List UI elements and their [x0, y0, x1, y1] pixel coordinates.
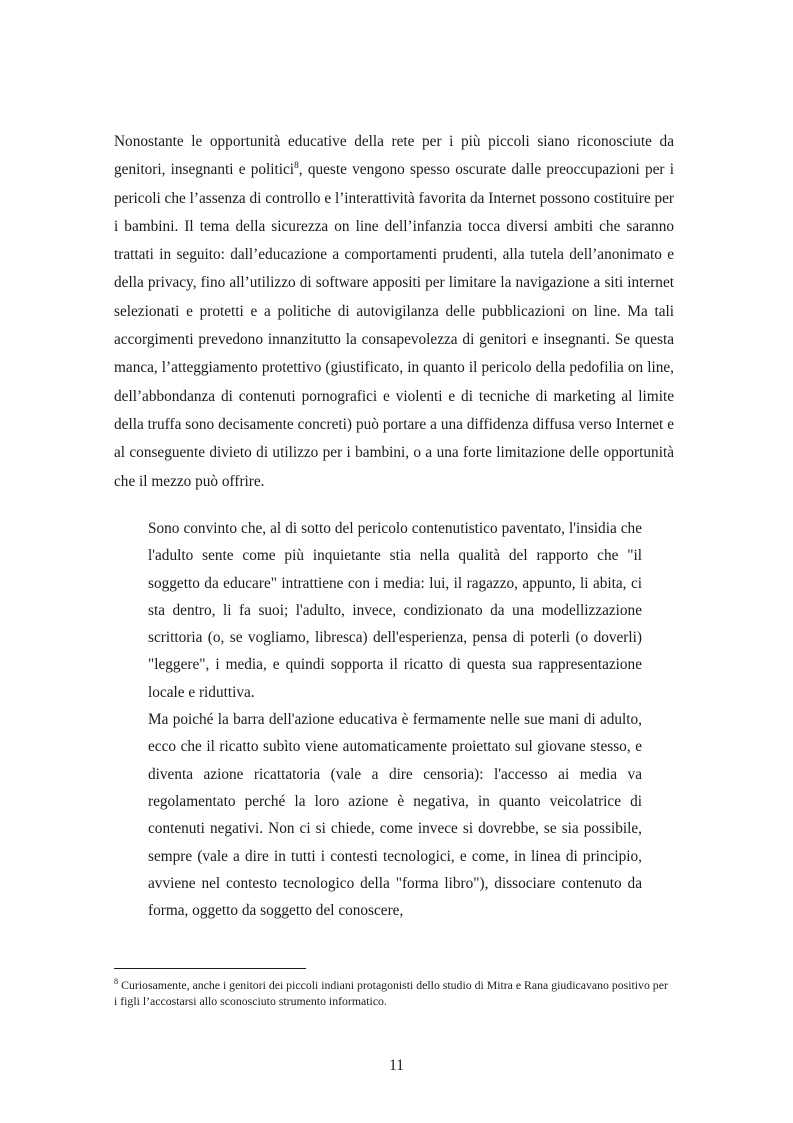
body-text-start: Nonostante le opportunità educative della rete per i più piccoli siano riconosciute da genitori, insegnanti e politici [114, 133, 674, 179]
quote-paragraph-2: Ma poiché la barra dell'azione educativa è fermamente nelle sue mani di adulto, ecco che il ricatto subìto viene automaticamente proiettato sul giovane stesso, e diventa azione ricattatoria (vale a dire censoria): l'accesso ai media va regolamentato perché la loro azione è negativa, in quanto veicolatrice di contenuti negativi. Non ci si chiede, come invece si dovrebbe, se sia possibile, sempre (vale a dire in tutti i contesti tecnologici, e come, in linea di principio, avviene nel contesto tecnologico della "forma libro"), dissociare contenuto da forma, oggetto da soggetto del conoscere, [148, 711, 642, 920]
footnote-text: Curiosamente, anche i genitori dei piccoli indiani protagonisti dello studio di Mitra e Rana giudicavano positivo per i figli l’accostarsi allo sconosciuto strumento informatico. [114, 978, 668, 1008]
footnote [114, 978, 674, 1009]
body-paragraph [114, 128, 674, 496]
page-number: 11 [389, 1057, 404, 1074]
block-quote [148, 515, 642, 924]
body-text-end: , queste vengono spesso oscurate dalle preoccupazioni per i pericoli che l’assenza di controllo e l’interattività favorita da Internet possono costituire per i bambini. Il tema della sicurezza on line dell’infanzia tocca diversi ambiti che saranno trattati in seguito: dall’educazione a comportamenti prudenti, alla tutela dell’anonimato e della privacy, fino all’utilizzo di software appositi per limitare la navigazione a siti internet selezionati e protetti e a politiche di autovigilanza delle pubblicazioni on line. Ma tali accorgimenti prevedono innanzitutto la consapevolezza di genitori e insegnanti. Se questa manca, l’atteggiamento protettivo (giustificato, in quanto il pericolo della pedofilia on line, dell’abbondanza di contenuti pornografici e violenti e di tecniche di marketing al limite della truffa sono decisamente concreti) può portare a una diffidenza diffusa verso Internet e al conseguente divieto di utilizzo per i bambini, o a una forte limitazione delle opportunità che il mezzo può offrire. [114, 161, 674, 490]
quote-paragraph-1: Sono convinto che, al di sotto del pericolo contenutistico paventato, l'insidia che l'adulto sente come più inquietante stia nella qualità del rapporto che "il soggetto da educare" intrattiene con i media: lui, il ragazzo, appunto, li abita, ci sta dentro, li fa suoi; l'adulto, invece, condizionato da una modellizzazione scrittoria (o, se vogliamo, libresca) dell'esperienza, pensa di poterli (o doverli) "leggere", i media, e quindi sopporta il ricatto di questa sua rappresentazione locale e riduttiva. [148, 520, 642, 701]
footnote-separator [114, 968, 306, 969]
footnote-mark: 8 [114, 977, 119, 987]
footnote-reference[interactable]: 8 [294, 161, 299, 172]
